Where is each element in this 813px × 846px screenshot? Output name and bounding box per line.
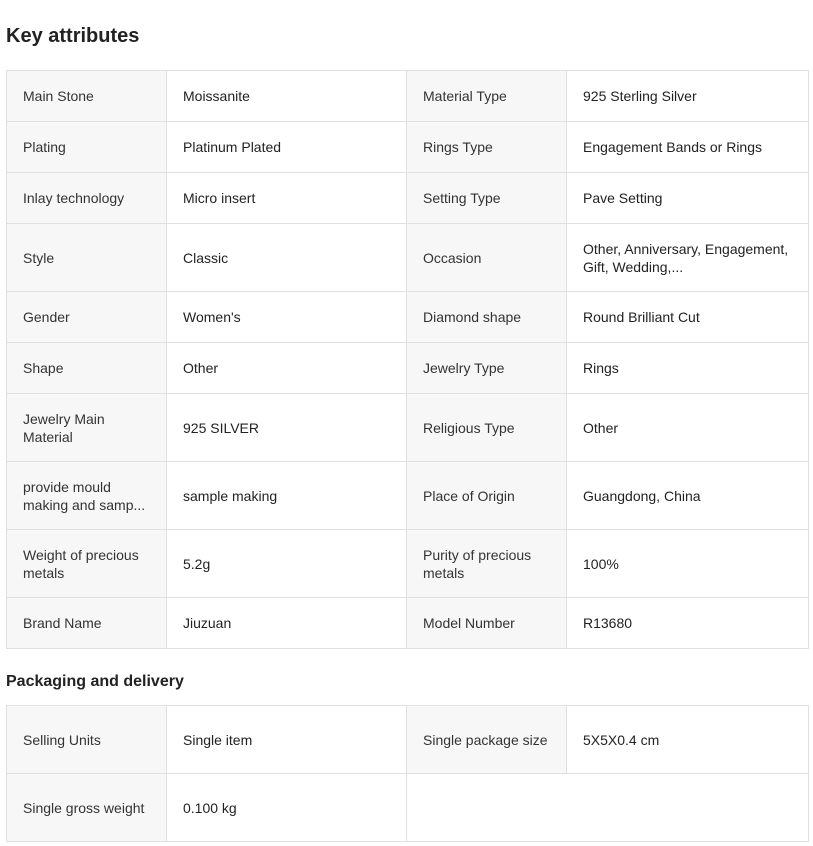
attribute-value: Platinum Plated <box>167 122 407 173</box>
attribute-value: Other <box>567 394 809 462</box>
attribute-label: Inlay technology <box>7 173 167 224</box>
table-row <box>7 774 809 842</box>
attribute-value: Women's <box>167 292 407 343</box>
attribute-value: Micro insert <box>167 173 407 224</box>
attribute-value: Classic <box>167 224 407 292</box>
attribute-value: 925 Sterling Silver <box>567 71 809 122</box>
attribute-label: Occasion <box>407 224 567 292</box>
attribute-value: 100% <box>567 530 809 598</box>
attribute-label: Selling Units <box>7 706 167 774</box>
attribute-value: Moissanite <box>167 71 407 122</box>
packaging-heading: Packaging and delivery <box>6 673 184 690</box>
key-attributes-table <box>6 70 809 649</box>
attribute-label: Religious Type <box>407 394 567 462</box>
table-row <box>7 706 809 774</box>
attribute-label: Single gross weight <box>7 774 167 842</box>
table-row <box>7 71 809 122</box>
attribute-label: Material Type <box>407 71 567 122</box>
table-row <box>7 598 809 649</box>
attribute-label: Diamond shape <box>407 292 567 343</box>
attribute-value: 5.2g <box>167 530 407 598</box>
attribute-value: Pave Setting <box>567 173 809 224</box>
attribute-label: Brand Name <box>7 598 167 649</box>
attribute-value: R13680 <box>567 598 809 649</box>
attribute-label: Place of Origin <box>407 462 567 530</box>
attribute-label: provide mould making and samp... <box>7 462 167 530</box>
table-row <box>7 173 809 224</box>
attribute-value: 5X5X0.4 cm <box>567 706 809 774</box>
attribute-label: Setting Type <box>407 173 567 224</box>
attribute-label: Rings Type <box>407 122 567 173</box>
attribute-label: Model Number <box>407 598 567 649</box>
attribute-value: Rings <box>567 343 809 394</box>
table-row <box>7 530 809 598</box>
attribute-value: Guangdong, China <box>567 462 809 530</box>
table-row <box>7 122 809 173</box>
attribute-label: Jewelry Main Material <box>7 394 167 462</box>
attribute-value: Other <box>167 343 407 394</box>
attribute-value: Round Brilliant Cut <box>567 292 809 343</box>
attribute-value: 925 SILVER <box>167 394 407 462</box>
table-row <box>7 224 809 292</box>
attribute-label: Gender <box>7 292 167 343</box>
table-row <box>7 462 809 530</box>
attribute-label: Shape <box>7 343 167 394</box>
attribute-value: Other, Anniversary, Engagement, Gift, Wedding,... <box>567 224 809 292</box>
attribute-value: Engagement Bands or Rings <box>567 122 809 173</box>
attribute-label: Style <box>7 224 167 292</box>
attribute-value: Jiuzuan <box>167 598 407 649</box>
packaging-table <box>6 705 809 842</box>
attribute-value: 0.100 kg <box>167 774 407 842</box>
attribute-label: Single package size <box>407 706 567 774</box>
attribute-label: Jewelry Type <box>407 343 567 394</box>
attribute-value: sample making <box>167 462 407 530</box>
empty-cell <box>407 774 809 842</box>
key-attributes-heading: Key attributes <box>6 25 140 47</box>
attribute-value: Single item <box>167 706 407 774</box>
table-row <box>7 292 809 343</box>
attribute-label: Weight of precious metals <box>7 530 167 598</box>
attribute-label: Main Stone <box>7 71 167 122</box>
table-row <box>7 343 809 394</box>
table-row <box>7 394 809 462</box>
attribute-label: Plating <box>7 122 167 173</box>
attribute-label: Purity of precious metals <box>407 530 567 598</box>
